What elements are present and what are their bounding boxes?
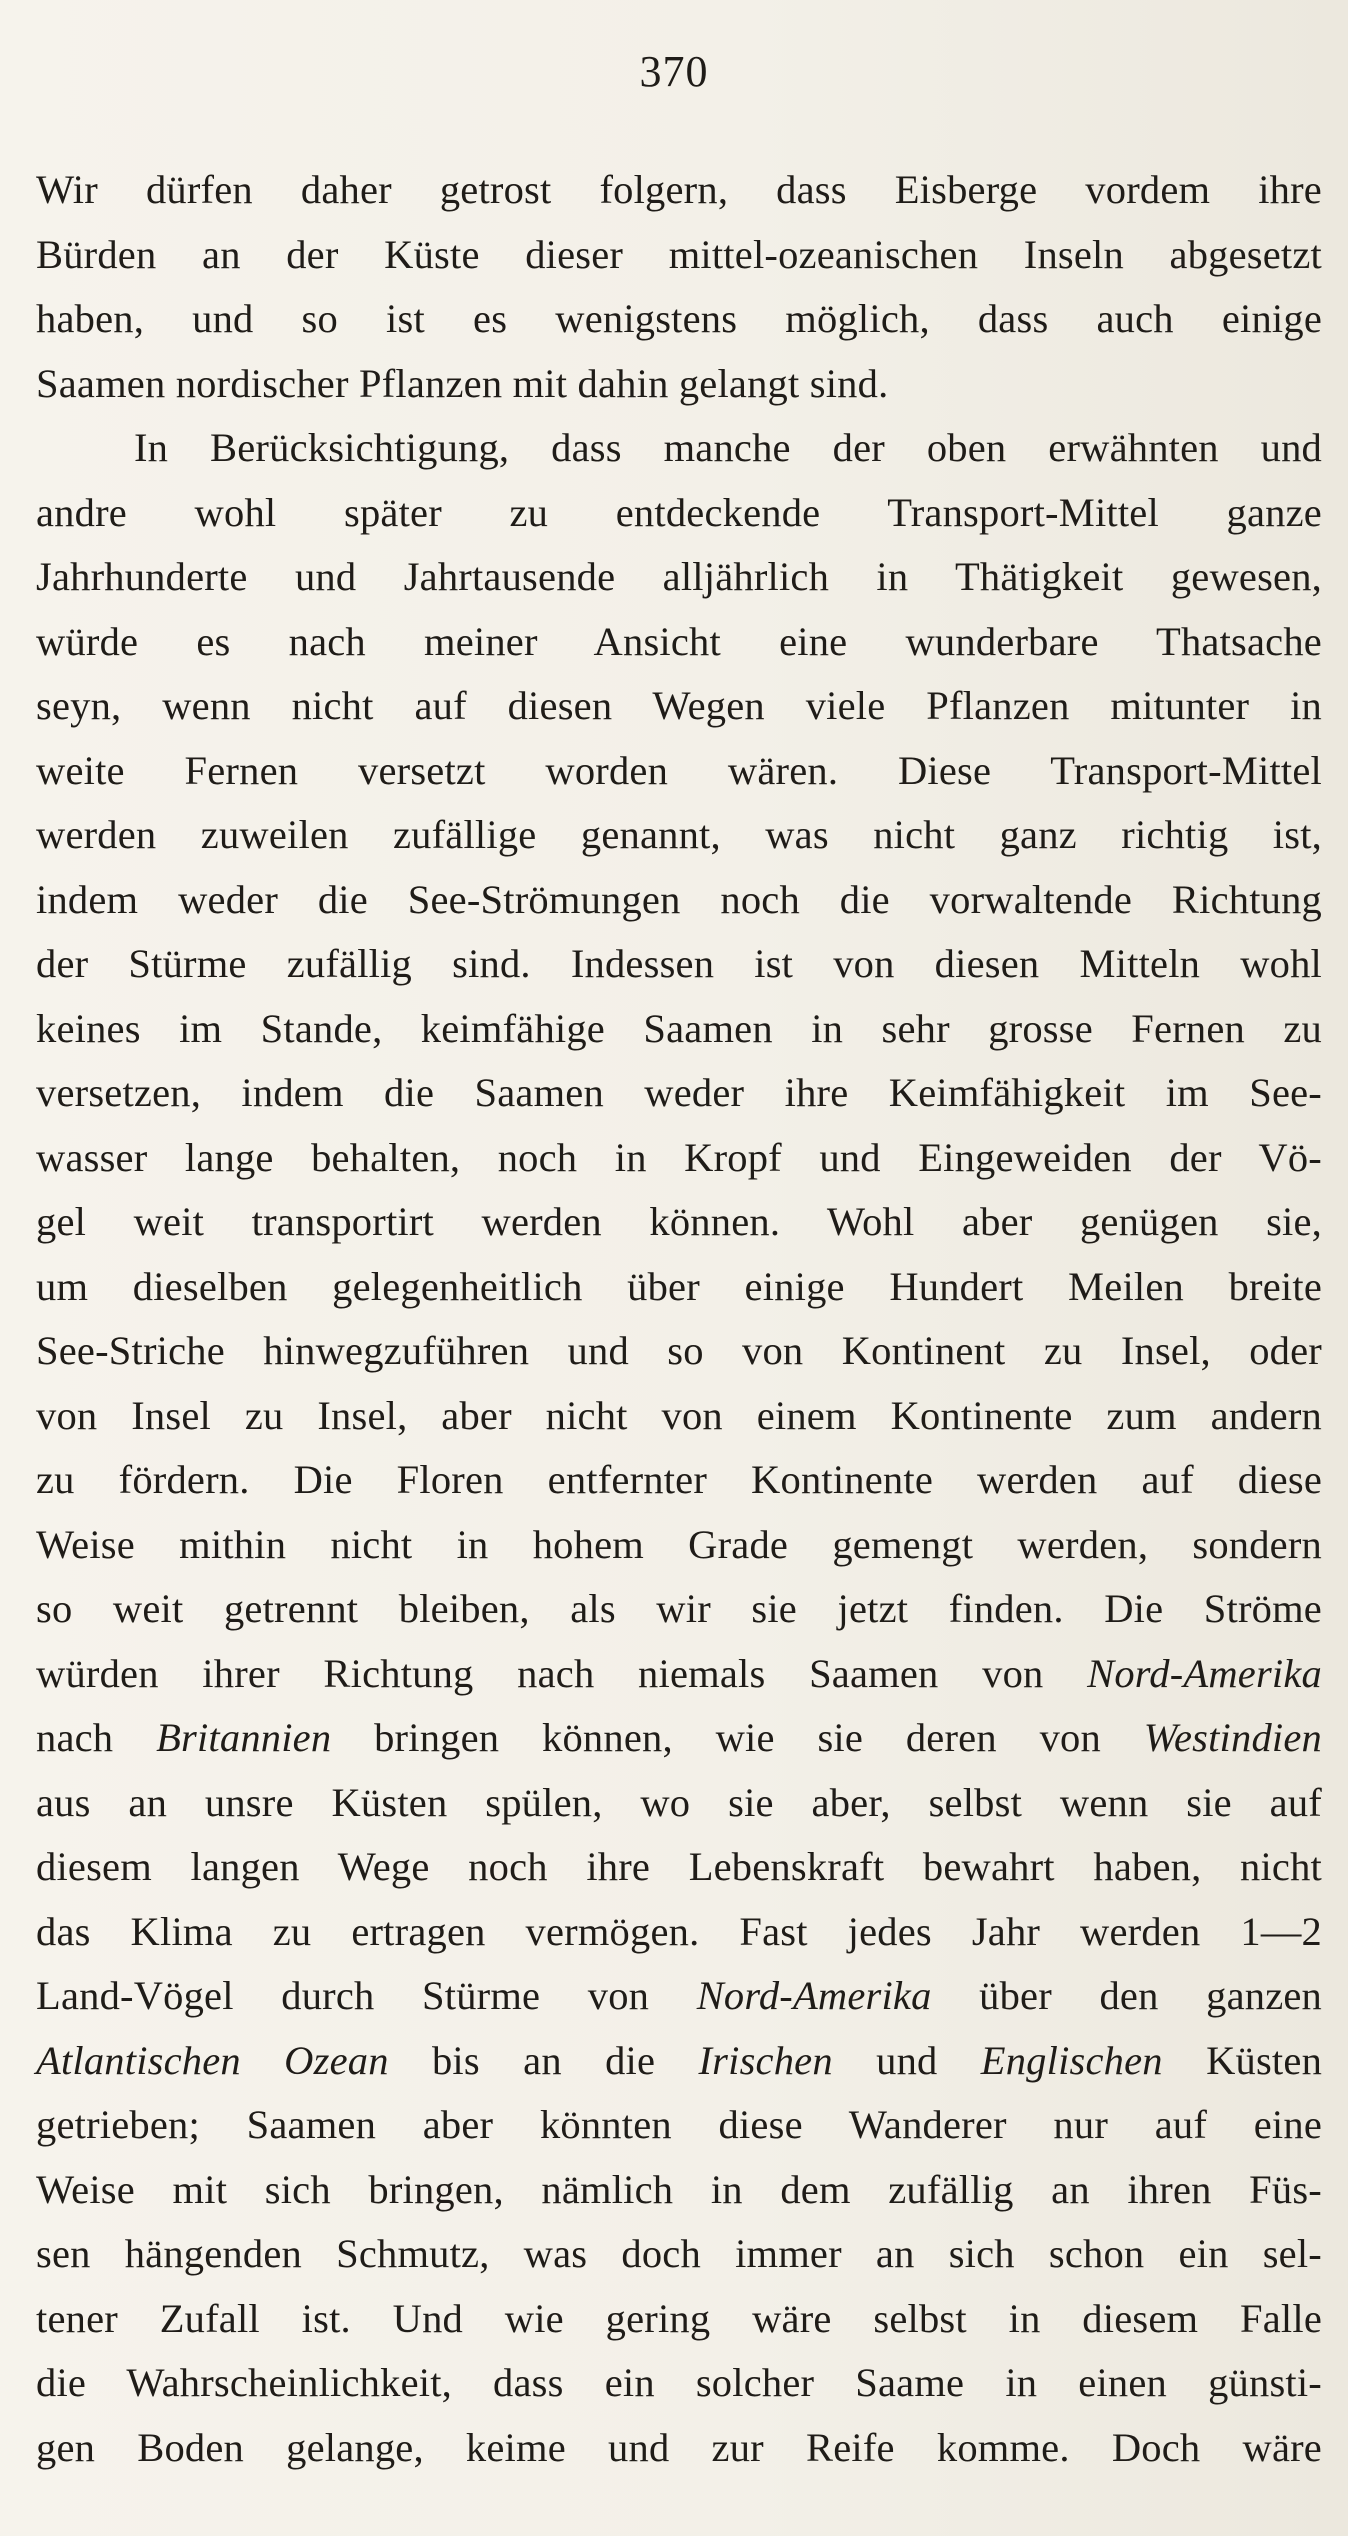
text-line: haben, und so ist es wenigstens möglich, dass auch einige [36,296,1322,341]
text-line: werden zuweilen zufällige genannt, was nicht ganz richtig ist, [36,812,1322,857]
text-line: würden ihrer Richtung nach niemals Saamen von Nord-Amerika [36,1650,1322,1696]
text-line: andre wohl später zu entdeckende Transport-Mittel ganze [36,489,1322,535]
text-line: zu fördern. Die Floren entfernter Kontinente werden auf diese [36,1457,1322,1502]
text-line: tener Zufall ist. Und wie gering wäre selbst in diesem Falle [36,2295,1322,2341]
text-line: indem weder die See-Strömungen noch die vorwaltende Richtung [36,876,1322,922]
text-line: Bürden an der Küste dieser mittel-ozeanischen Inseln abgesetzt [36,231,1322,277]
text-line: so weit getrennt bleiben, als wir sie jetzt finden. Die Ströme [36,1586,1322,1631]
body-text [36,158,1322,2480]
text-line: der Stürme zufällig sind. Indessen ist von diesen Mitteln wohl [36,941,1322,986]
text-line: Wir dürfen daher getrost folgern, dass Eisberge vordem ihre [36,167,1322,212]
page-number: 370 [639,47,709,96]
text-line: seyn, wenn nicht auf diesen Wegen viele Pflanzen mitunter in [36,683,1322,728]
text-line: die Wahrscheinlichkeit, dass ein solcher Saame in einen günsti- [36,2360,1322,2405]
text-line: gen Boden gelange, keime und zur Reife komme. Doch wäre [36,2424,1322,2470]
text-line: versetzen, indem die Saamen weder ihre Keimfähigkeit im See- [36,1070,1322,1115]
text-line: In Berücksichtigung, dass manche der oben erwähnten und [134,425,1322,470]
text-line: Weise mithin nicht in hohem Grade gemengt werden, sondern [36,1521,1322,1567]
text-line: um dieselben gelegenheitlich über einige Hundert Meilen breite [36,1263,1322,1309]
text-line: Weise mit sich bringen, nämlich in dem zufällig an ihren Füs- [36,2166,1322,2212]
text-line: gel weit transportirt werden können. Wohl aber genügen sie, [36,1199,1322,1244]
text-line: nach Britannien bringen können, wie sie deren von Westindien [36,1715,1322,1760]
text-line: Land-Vögel durch Stürme von Nord-Amerika über den ganzen [36,1973,1322,2018]
text-line: wasser lange behalten, noch in Kropf und Eingeweiden der Vö- [36,1134,1322,1180]
text-line: würde es nach meiner Ansicht eine wunderbare Thatsache [36,618,1322,664]
text-line: keines im Stande, keimfähige Saamen in sehr grosse Fernen zu [36,1005,1322,1051]
text-line: getrieben; Saamen aber könnten diese Wanderer nur auf eine [36,2102,1322,2147]
text-line: Atlantischen Ozean bis an die Irischen und Englischen Küsten [36,2037,1323,2083]
text-line: sen hängenden Schmutz, was doch immer an sich schon ein sel- [36,2231,1322,2276]
text-line: aus an unsre Küsten spülen, wo sie aber, selbst wenn sie auf [36,1779,1322,1825]
text-line: See-Striche hinwegzuführen und so von Kontinent zu Insel, oder [36,1328,1322,1373]
text-line: das Klima zu ertragen vermögen. Fast jedes Jahr werden 1—2 [36,1908,1322,1954]
text-line: von Insel zu Insel, aber nicht von einem Kontinente zum andern [36,1392,1322,1438]
text-line: diesem langen Wege noch ihre Lebenskraft bewahrt haben, nicht [36,1844,1322,1889]
text-line: Jahrhunderte und Jahrtausende alljährlich in Thätigkeit gewesen, [36,554,1322,599]
text-line: Saamen nordischer Pflanzen mit dahin gelangt sind. [36,360,889,406]
text-line: weite Fernen versetzt worden wären. Diese Transport-Mittel [36,747,1322,793]
